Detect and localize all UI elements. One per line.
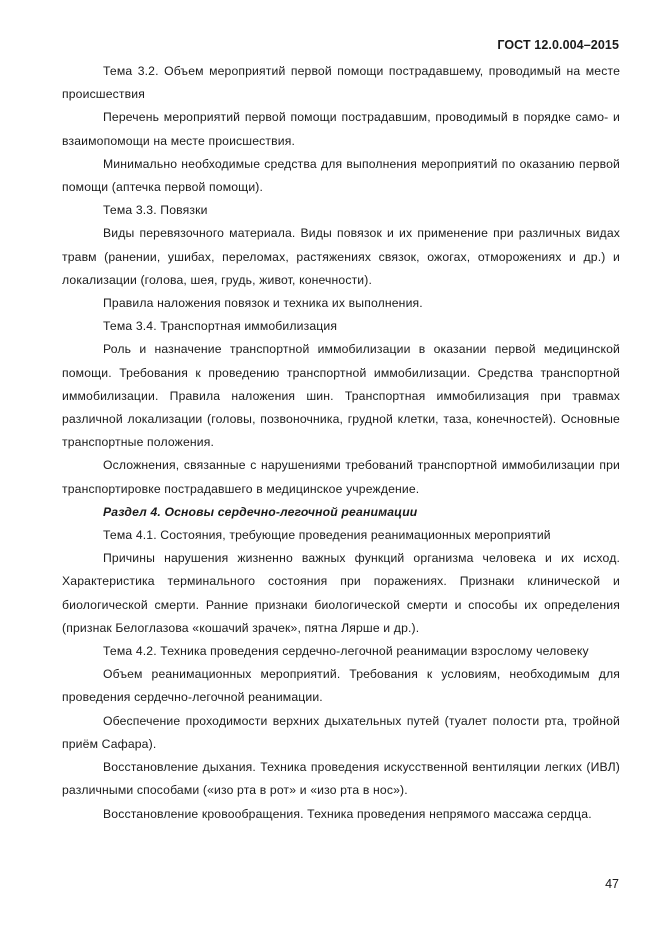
paragraph: Осложнения, связанные с нарушениями требований транспортной иммобилизации при транспортировке пострадавшего в медицинское учреждение. [62, 458, 620, 496]
paragraph: Восстановление кровообращения. Техника проведения непрямого массажа сердца. [103, 806, 592, 821]
paragraph: Роль и назначение транспортной иммобилизации в оказании первой медицинской помощи. Требования к проведению транспортной иммобилизации. Средства транспортной иммобилизации. Правила наложения шин. Транспортная иммобилизация при травмах различной локализации (головы, позвоночника, грудной клетки, таза, конечностей). Основные транспортные положения. [62, 342, 620, 450]
paragraph: Минимально необходимые средства для выполнения мероприятий по оказанию первой помощи (аптечка первой помощи). [62, 156, 620, 195]
paragraph: Причины нарушения жизненно важных функций организма человека и их исход. Характеристика терминального состояния при поражениях. Признаки клинической и биологической смерти. Ранние признаки биологической смерти и способы их определения (признак Белоглазова «кошачий зрачек», пятна Лярше и др.). [62, 551, 620, 635]
paragraph: Правила наложения повязок и техника их выполнения. [103, 296, 423, 311]
paragraph: Восстановление дыхания. Техника проведения искусственной вентиляции легких (ИВЛ) различными способами («изо рта в рот» и «изо рта в нос»). [62, 760, 620, 798]
paragraph: Перечень мероприятий первой помощи пострадавшим, проводимый в порядке само- и взаимопомощи на месте происшествия. [62, 110, 620, 148]
topic-3-4-title: Тема 3.4. Транспортная иммобилизация [103, 319, 338, 334]
section-4-heading: Раздел 4. Основы сердечно-легочной реанимации [103, 504, 418, 519]
page-number: 47 [605, 877, 619, 891]
page-body [62, 60, 620, 826]
paragraph: Виды перевязочного материала. Виды повязок и их применение при различных видах травм (ранении, ушибах, переломах, растяжениях связок, ожогах, отморожениях и др.) и локализации (голова, шея, грудь, живот, конечности). [62, 226, 620, 287]
topic-3-3-title: Тема 3.3. Повязки [103, 203, 208, 218]
topic-3-2-title: Тема 3.2. Объем мероприятий первой помощи пострадавшему, проводимый на месте происшествия [62, 64, 620, 102]
topic-4-2-title: Тема 4.2. Техника проведения сердечно-легочной реанимации взрослому человеку [103, 644, 589, 659]
topic-4-1-title: Тема 4.1. Состояния, требующие проведения реанимационных мероприятий [103, 528, 551, 543]
paragraph: Объем реанимационных мероприятий. Требования к условиям, необходимым для проведения сердечно-легочной реанимации. [62, 667, 620, 705]
standard-header: ГОСТ 12.0.004–2015 [497, 38, 619, 52]
paragraph: Обеспечение проходимости верхних дыхательных путей (туалет полости рта, тройной приём Сафара). [62, 713, 620, 751]
